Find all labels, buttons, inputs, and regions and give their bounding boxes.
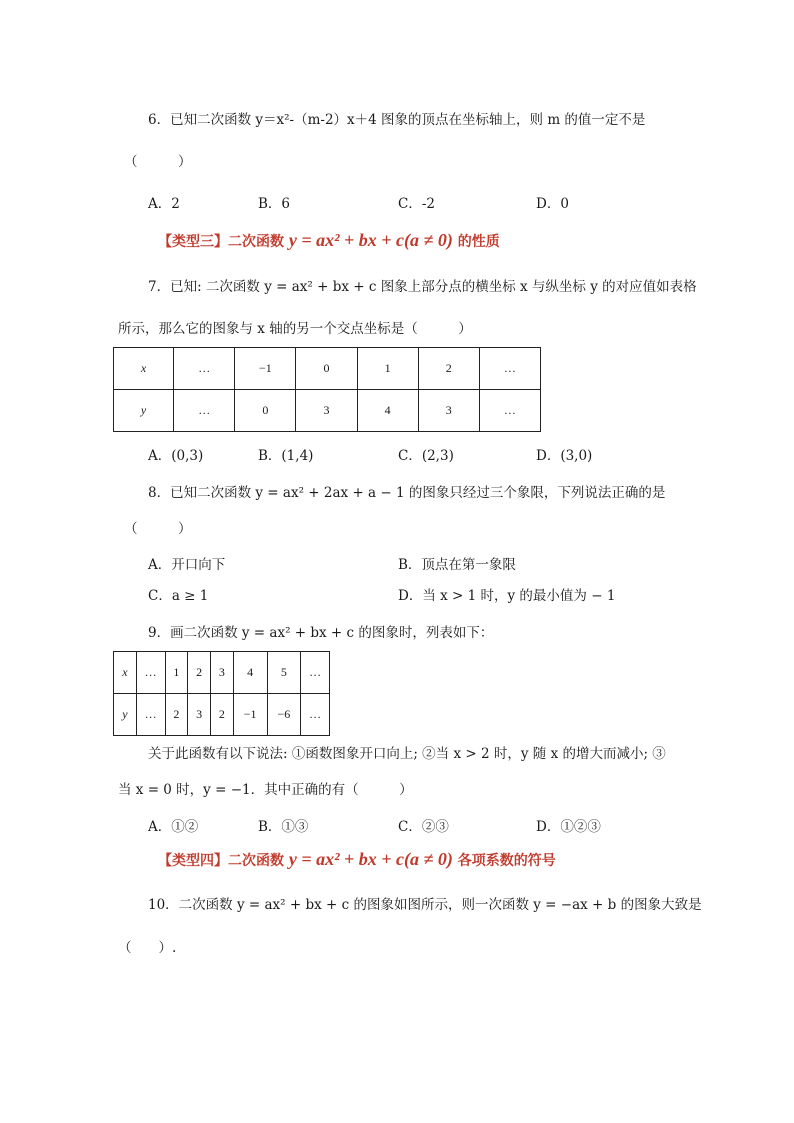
- q7-table-row-x: [114, 348, 541, 390]
- q9-statements-line2: 当 x = 0 时，y = −1．其中正确的有（ ）: [118, 782, 413, 798]
- section-header-type3-formula: y = ax² + bx + c(a ≠ 0): [288, 230, 453, 250]
- q7-option-b: B．(1,4): [258, 448, 314, 464]
- q7-cell: …: [174, 348, 235, 390]
- q9-table-row-y: [114, 694, 330, 736]
- q9-table-row-x: [114, 652, 330, 694]
- q9-cell: 2: [211, 694, 234, 736]
- q7-cell: 4: [357, 390, 418, 432]
- q7-cell: 2: [418, 348, 479, 390]
- q9-cell: …: [301, 694, 330, 736]
- q8-option-c: C．a ≥ 1: [148, 588, 209, 604]
- q9-cell: …: [136, 694, 165, 736]
- q7-stem-line2: 所示，那么它的图象与 x 轴的另一个交点坐标是（ ）: [118, 321, 472, 337]
- q7-cell: y: [114, 390, 174, 432]
- q7-option-d: D．(3,0): [536, 448, 593, 464]
- section-header-type4-suffix: 各项系数的符号: [457, 853, 556, 869]
- section-header-type4-formula: y = ax² + bx + c(a ≠ 0): [288, 849, 453, 869]
- q7-cell: x: [114, 348, 174, 390]
- q6-option-a: A．2: [148, 196, 180, 212]
- q7-cell: …: [174, 390, 235, 432]
- q7-cell: …: [479, 390, 540, 432]
- q9-cell: y: [114, 694, 137, 736]
- q6-option-d: D．0: [536, 196, 569, 212]
- q9-option-b: B．①③: [258, 819, 309, 835]
- q7-table-row-y: [114, 390, 541, 432]
- q9-option-c: C．②③: [398, 819, 449, 835]
- q8-option-d: D．当 x > 1 时，y 的最小值为 − 1: [398, 588, 616, 604]
- q7-cell: 0: [296, 348, 357, 390]
- q7-cell: 3: [418, 390, 479, 432]
- q6-stem: 6．已知二次函数 y＝x²-（m-2）x＋4 图象的顶点在坐标轴上，则 m 的值一定不是: [148, 112, 646, 128]
- q9-cell: 3: [188, 694, 211, 736]
- q9-cell: 3: [211, 652, 234, 694]
- q9-cell: 4: [233, 652, 267, 694]
- q7-cell: −1: [235, 348, 296, 390]
- q7-cell: …: [479, 348, 540, 390]
- q7-cell: 3: [296, 390, 357, 432]
- q6-option-b: B．6: [258, 196, 291, 212]
- q7-option-c: C．(2,3): [398, 448, 454, 464]
- q9-statements-line1: 关于此函数有以下说法: ①函数图象开口向上; ②当 x > 2 时，y 随 x 的增大而减小; ③: [148, 746, 666, 762]
- q9-cell: …: [136, 652, 165, 694]
- q9-cell: 1: [165, 652, 188, 694]
- q7-stem-line1: 7．已知: 二次函数 y = ax² + bx + c 图象上部分点的横坐标 x 与纵坐标 y 的对应值如表格: [148, 279, 697, 295]
- q8-option-a: A．开口向下: [148, 557, 226, 573]
- section-header-type3: [158, 230, 500, 251]
- section-header-type3-suffix: 的性质: [457, 234, 500, 250]
- section-header-type3-prefix: 【类型三】二次函数: [158, 234, 284, 250]
- q9-value-table: [113, 651, 330, 736]
- q8-option-b: B．顶点在第一象限: [398, 557, 516, 573]
- q7-option-a: A．(0,3): [148, 448, 204, 464]
- q9-cell: 2: [188, 652, 211, 694]
- q9-option-a: A．①②: [148, 819, 199, 835]
- q9-option-d: D．①②③: [536, 819, 601, 835]
- q9-cell: 2: [165, 694, 188, 736]
- q9-cell: …: [301, 652, 330, 694]
- section-header-type4-prefix: 【类型四】二次函数: [158, 853, 284, 869]
- q8-answer-paren: （ ）: [124, 521, 192, 537]
- q9-cell: x: [114, 652, 137, 694]
- q10-stem: 10．二次函数 y = ax² + bx + c 的图象如图所示，则一次函数 y = −ax + b 的图象大致是: [148, 897, 702, 913]
- section-header-type4: [158, 849, 556, 870]
- q9-cell: 5: [267, 652, 301, 694]
- q6-option-c: C．-2: [398, 196, 435, 212]
- q6-answer-paren: （ ）: [124, 154, 192, 170]
- q7-value-table: [113, 347, 541, 432]
- q9-cell: −1: [233, 694, 267, 736]
- q9-stem: 9．画二次函数 y = ax² + bx + c 的图象时，列表如下：: [148, 625, 494, 641]
- q7-cell: 0: [235, 390, 296, 432]
- q10-answer-paren: （ ）.: [118, 940, 177, 956]
- q7-cell: 1: [357, 348, 418, 390]
- q9-cell: −6: [267, 694, 301, 736]
- q8-stem: 8．已知二次函数 y = ax² + 2ax + a − 1 的图象只经过三个象限，下列说法正确的是: [148, 485, 666, 501]
